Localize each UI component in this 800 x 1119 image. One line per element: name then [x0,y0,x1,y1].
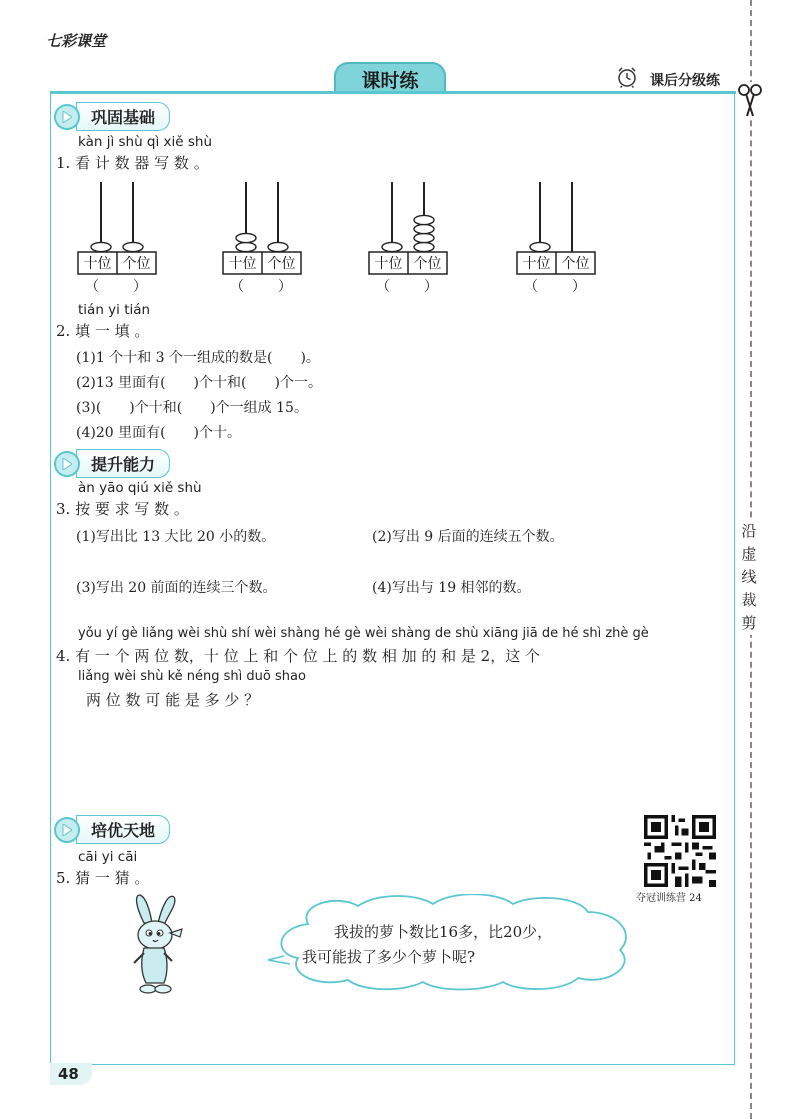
practice-level-label: 课后分级练 [650,73,720,89]
abacus-1 [77,180,157,290]
q2-item: (4)20 里面有( )个十。 [76,425,242,441]
play-arrow-icon [54,451,80,477]
q4-text-line1: 4. 有 一 个 两 位 数，十 位 上 和 个 位 上 的 数 相 加 的 和 是 2，这 个 [56,647,540,665]
q1-text: 1. 看 计 数 器 写 数 。 [56,154,209,172]
tens-place-label: 十位 [522,256,551,272]
abacus-bead [414,224,434,233]
q3-pinyin: àn yāo qiú xiě shù [78,480,202,496]
cut-label-char: 沿 [741,522,757,540]
cut-label-char: 线 [741,568,757,586]
tens-place-label: 十位 [228,256,257,272]
abacus-bead [236,242,256,251]
section-basic-header [54,102,170,131]
cut-label-char: 裁 [741,591,757,609]
bubble-text-line2: 我可能拔了多少个萝卜呢? [302,948,476,966]
alarm-clock-icon [616,66,638,88]
q1-answer-blank-1[interactable]: （ ） [85,279,149,295]
qr-caption: 夺冠训练营 24 [636,893,702,904]
q3-item: (2)写出 9 后面的连续五个数。 [372,529,564,545]
abacus-3 [368,180,448,290]
abacus-bead [382,242,402,251]
q1-pinyin: kàn jì shù qì xiě shù [78,134,213,150]
q1-answer-blank-4[interactable]: （ ） [524,279,588,295]
q4-pinyin-line1: yǒu yí gè liǎng wèi shù shí wèi shàng hé gè wèi shàng de shù xiāng jiā de hé shì zhè gè [78,626,649,641]
scissors-icon [736,82,764,118]
abacus-bead [414,233,434,242]
abacus-4 [516,180,596,290]
abacus-2 [222,180,302,290]
q3-item: (4)写出与 19 相邻的数。 [372,580,531,596]
abacus-bead [91,242,111,251]
play-arrow-icon [54,104,80,130]
q4-pinyin-line2: liǎng wèi shù kě néng shì duō shao [78,669,306,684]
q2-item: (3)( )个十和( )个一组成 15。 [76,400,308,416]
tens-place-label: 十位 [83,256,112,272]
q4-text-line2: 两 位 数 可 能 是 多 少 ？ [86,691,260,709]
ones-place-label: 个位 [122,256,151,272]
q3-item: (3)写出 20 前面的连续三个数。 [76,580,277,596]
q2-text: 2. 填 一 填 。 [56,322,150,340]
page-title: 课时练 [334,62,446,94]
abacus-bead [530,242,550,251]
cut-along-dashed-line-label [736,520,762,635]
section-excellence-header [54,815,170,844]
q5-pinyin: cāi yi cāi [78,849,138,865]
q3-item: (1)写出比 13 大比 20 小的数。 [76,529,276,545]
ones-place-label: 个位 [561,256,590,272]
q1-answer-blank-3[interactable]: （ ） [376,279,440,295]
section-improve-header [54,449,170,478]
section-basic-label: 巩固基础 [76,102,170,131]
abacus-bead [236,233,256,242]
abacus-bead [414,215,434,224]
abacus-bead [414,242,434,251]
cut-label-char: 剪 [741,614,757,632]
ones-place-label: 个位 [413,256,442,272]
q3-text: 3. 按 要 求 写 数 。 [56,500,189,518]
play-arrow-icon [54,817,80,843]
tens-place-label: 十位 [374,256,403,272]
bubble-text-line1: 我拔的萝卜数比16多，比20少， [334,923,553,941]
page-number: 48 [58,1065,79,1083]
abacus-bead [123,242,143,251]
qr-code-icon[interactable] [644,815,716,887]
q2-pinyin: tián yi tián [78,302,151,318]
cut-label-char: 虚 [741,545,757,563]
q2-item: (2)13 里面有( )个十和( )个一。 [76,375,322,391]
rabbit-illustration [122,893,188,997]
section-improve-label: 提升能力 [76,449,170,478]
q2-item: (1)1 个十和 3 个一组成的数是( )。 [76,350,320,366]
abacus-bead [268,242,288,251]
q1-answer-blank-2[interactable]: （ ） [230,279,294,295]
section-excellence-label: 培优天地 [76,815,170,844]
ones-place-label: 个位 [267,256,296,272]
q5-text: 5. 猜 一 猜 。 [56,869,150,887]
brand-logo: 七彩课堂 [46,32,107,50]
